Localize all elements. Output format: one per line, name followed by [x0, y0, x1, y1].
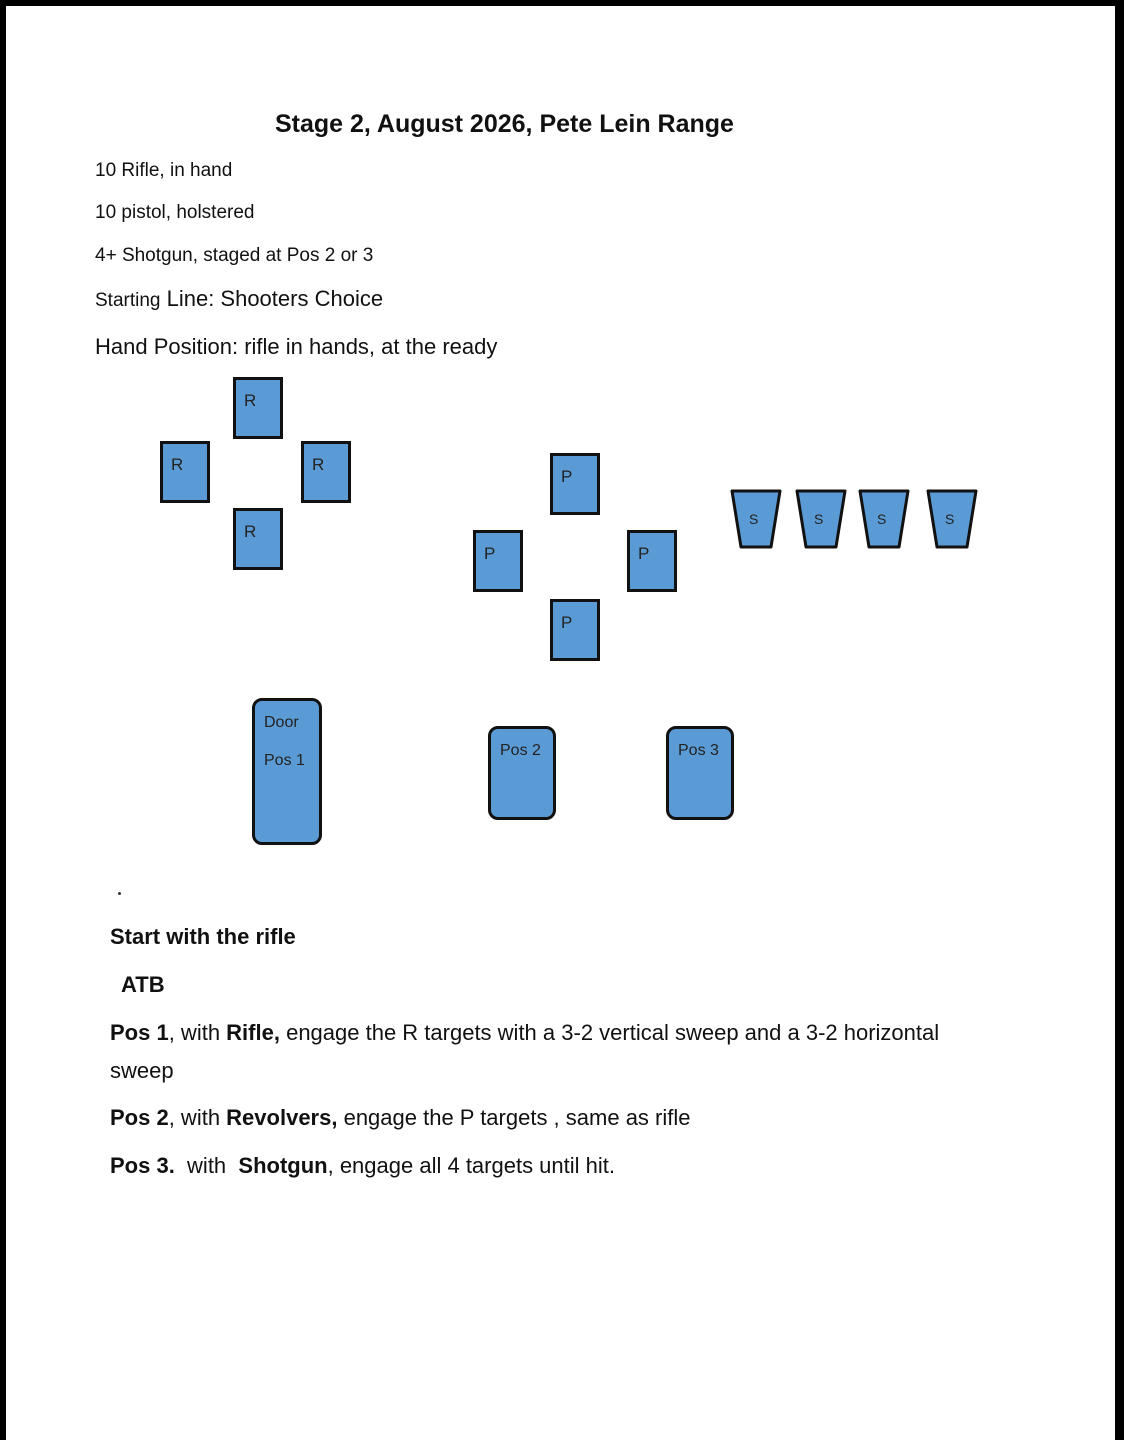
pistol-requirement: 10 pistol, holstered — [95, 202, 255, 223]
pos2-lead: Pos 2 — [110, 1105, 169, 1130]
starting-line — [95, 286, 383, 312]
pos2-label: Pos 2 — [500, 742, 541, 759]
pos1-instruction-continued: sweep — [110, 1058, 174, 1083]
pos1-instruction — [110, 1020, 939, 1046]
pos1-with: , with — [168, 1020, 227, 1045]
pos2-weapon: Revolvers, — [226, 1105, 338, 1130]
rifle-target-right — [301, 441, 351, 503]
shotgun-target-1 — [730, 489, 782, 549]
pos1-rest: engage the R targets with a 3-2 vertical sweep and a 3-2 horizontal — [279, 1020, 940, 1045]
position-3 — [666, 726, 734, 820]
shotgun-target-label: S — [945, 511, 955, 527]
pos1-lead: Pos 1 — [110, 1020, 169, 1045]
shotgun-target-3 — [858, 489, 910, 549]
pos3-rest: , engage all 4 targets until hit. — [327, 1153, 616, 1178]
pos2-instruction — [110, 1105, 691, 1131]
starting-line-label: Starting — [95, 290, 161, 311]
starting-line-value: Line: Shooters Choice — [160, 286, 384, 311]
position-1-door — [252, 698, 322, 845]
pos1-label: Pos 1 — [264, 752, 305, 769]
rifle-requirement: 10 Rifle, in hand — [95, 160, 233, 181]
pistol-target-label: P — [638, 544, 650, 563]
pistol-target-label: P — [484, 544, 496, 563]
rifle-target-bottom — [233, 508, 283, 570]
stray-dot — [118, 892, 121, 895]
shotgun-requirement: 4+ Shotgun, staged at Pos 2 or 3 — [95, 245, 374, 266]
rifle-target-label: R — [171, 455, 184, 474]
pos3-lead: Pos 3. — [110, 1153, 175, 1178]
shotgun-target-2 — [795, 489, 847, 549]
pos2-rest: engage the P targets , same as rifle — [337, 1105, 691, 1130]
pistol-target-label: P — [561, 467, 573, 486]
pistol-target-top — [550, 453, 600, 515]
start-instruction: Start with the rifle — [110, 924, 296, 949]
pistol-target-bottom — [550, 599, 600, 661]
shotgun-target-label: S — [749, 511, 759, 527]
rifle-target-left — [160, 441, 210, 503]
shotgun-target-label: S — [877, 511, 887, 527]
pistol-target-label: P — [561, 613, 573, 632]
stage-document — [6, 6, 1115, 1440]
position-2 — [488, 726, 556, 820]
pistol-target-left — [473, 530, 523, 592]
shotgun-target-4 — [926, 489, 978, 549]
pistol-target-right — [627, 530, 677, 592]
pos3-instruction — [110, 1153, 615, 1179]
pos3-weapon: Shotgun — [238, 1153, 328, 1178]
pos1-weapon: Rifle, — [226, 1020, 280, 1045]
pos3-label: Pos 3 — [678, 742, 719, 759]
shotgun-target-label: S — [814, 511, 824, 527]
rifle-target-label: R — [244, 391, 257, 410]
pos2-with: , with — [168, 1105, 227, 1130]
rifle-target-top — [233, 377, 283, 439]
stage-title: Stage 2, August 2026, Pete Lein Range — [275, 110, 734, 138]
hand-position: Hand Position: rifle in hands, at the ready — [95, 334, 498, 359]
rifle-target-label: R — [244, 522, 257, 541]
pos3-with: with — [174, 1153, 239, 1178]
atb-note: ATB — [121, 972, 165, 997]
rifle-target-label: R — [312, 455, 325, 474]
door-label: Door — [264, 714, 299, 731]
